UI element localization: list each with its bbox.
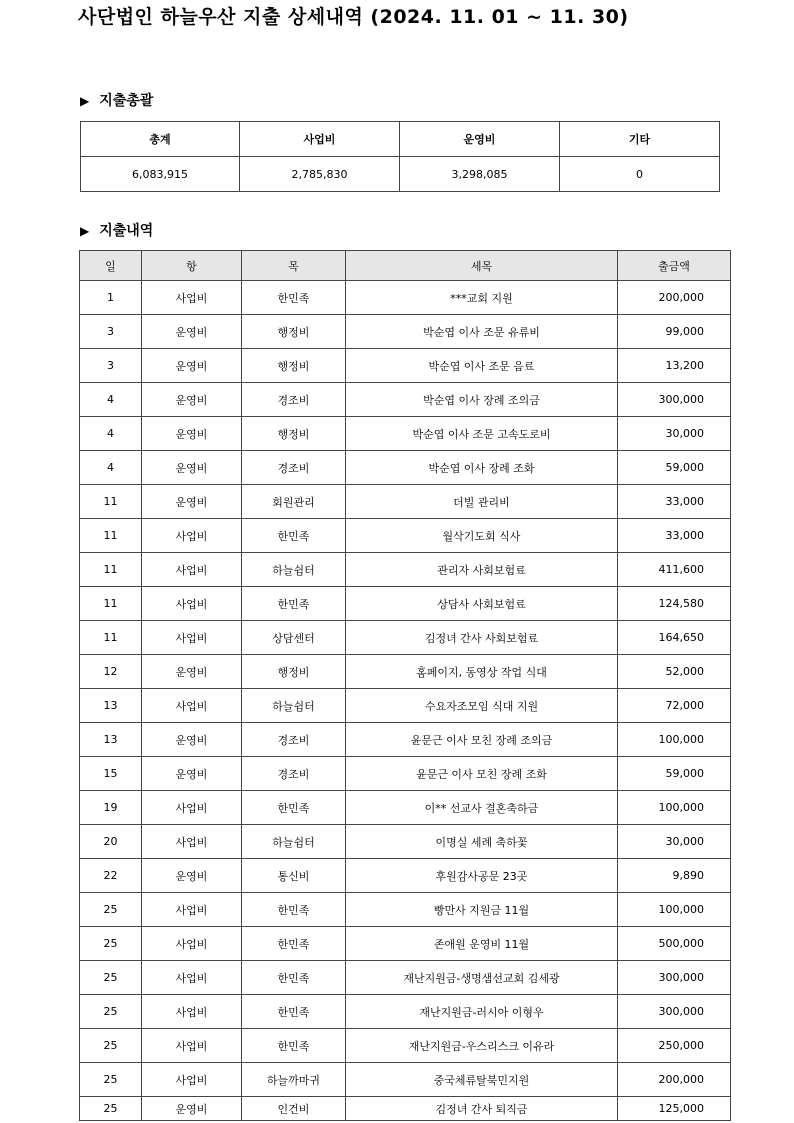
table-row [80, 689, 731, 723]
cell-description: 관리자 사회보험료 [346, 553, 618, 587]
cell-item: 경조비 [242, 723, 346, 757]
header-item: 목 [242, 251, 346, 281]
detail-header-row [80, 251, 731, 281]
header-description: 세목 [346, 251, 618, 281]
summary-value-other: 0 [560, 157, 720, 192]
summary-value-operating: 3,298,085 [400, 157, 560, 192]
table-row [80, 995, 731, 1029]
table-row [80, 587, 731, 621]
cell-item: 인건비 [242, 1097, 346, 1121]
table-row [80, 893, 731, 927]
cell-day: 15 [80, 757, 142, 791]
cell-day: 3 [80, 315, 142, 349]
table-row [80, 1029, 731, 1063]
cell-category: 운영비 [142, 723, 242, 757]
cell-category: 사업비 [142, 825, 242, 859]
cell-amount: 9,890 [618, 859, 731, 893]
cell-item: 한민족 [242, 281, 346, 315]
table-row [80, 655, 731, 689]
cell-amount: 200,000 [618, 281, 731, 315]
cell-category: 사업비 [142, 961, 242, 995]
summary-value-total: 6,083,915 [81, 157, 240, 192]
cell-category: 운영비 [142, 1097, 242, 1121]
cell-amount: 100,000 [618, 791, 731, 825]
summary-header-project: 사업비 [240, 122, 400, 157]
cell-description: 더빌 관리비 [346, 485, 618, 519]
summary-header-other: 기타 [560, 122, 720, 157]
cell-day: 25 [80, 1097, 142, 1121]
header-category: 항 [142, 251, 242, 281]
cell-category: 운영비 [142, 757, 242, 791]
cell-category: 운영비 [142, 485, 242, 519]
detail-table [79, 250, 731, 1121]
cell-description: 중국체류탈북민지원 [346, 1063, 618, 1097]
cell-day: 1 [80, 281, 142, 315]
table-row [80, 383, 731, 417]
summary-value-project: 2,785,830 [240, 157, 400, 192]
cell-category: 사업비 [142, 519, 242, 553]
cell-item: 행정비 [242, 349, 346, 383]
cell-category: 운영비 [142, 417, 242, 451]
table-row [80, 757, 731, 791]
cell-item: 한민족 [242, 587, 346, 621]
cell-amount: 100,000 [618, 893, 731, 927]
table-row [80, 281, 731, 315]
table-row [80, 927, 731, 961]
cell-amount: 33,000 [618, 519, 731, 553]
cell-day: 13 [80, 723, 142, 757]
cell-day: 25 [80, 1029, 142, 1063]
cell-day: 20 [80, 825, 142, 859]
triangle-bullet-icon: ▶ [80, 94, 90, 108]
cell-day: 25 [80, 893, 142, 927]
cell-day: 25 [80, 927, 142, 961]
header-day: 일 [80, 251, 142, 281]
cell-item: 한민족 [242, 519, 346, 553]
cell-description: 빵만사 지원금 11월 [346, 893, 618, 927]
cell-description: 재난지원금-러시아 이형우 [346, 995, 618, 1029]
table-row [80, 315, 731, 349]
summary-value-row [81, 157, 720, 192]
cell-category: 운영비 [142, 315, 242, 349]
cell-description: 박순엽 이사 조문 음료 [346, 349, 618, 383]
cell-amount: 30,000 [618, 825, 731, 859]
cell-description: 박순엽 이사 장례 조화 [346, 451, 618, 485]
cell-item: 행정비 [242, 655, 346, 689]
cell-item: 상담센터 [242, 621, 346, 655]
cell-amount: 59,000 [618, 757, 731, 791]
table-row [80, 349, 731, 383]
page-title: 사단법인 하늘우산 지출 상세내역 (2024. 11. 01 ~ 11. 30) [78, 6, 629, 28]
summary-section-heading [80, 90, 153, 110]
table-row [80, 859, 731, 893]
cell-description: 후원감사공문 23곳 [346, 859, 618, 893]
summary-header-total: 총계 [81, 122, 240, 157]
cell-item: 한민족 [242, 995, 346, 1029]
cell-category: 운영비 [142, 349, 242, 383]
cell-amount: 99,000 [618, 315, 731, 349]
cell-category: 사업비 [142, 587, 242, 621]
table-row [80, 1063, 731, 1097]
cell-amount: 100,000 [618, 723, 731, 757]
cell-description: 재난지원금-생명샘선교회 김세광 [346, 961, 618, 995]
cell-amount: 300,000 [618, 961, 731, 995]
table-row [80, 621, 731, 655]
cell-amount: 13,200 [618, 349, 731, 383]
cell-description: 이** 선교사 결혼축하금 [346, 791, 618, 825]
cell-item: 한민족 [242, 893, 346, 927]
cell-item: 한민족 [242, 1029, 346, 1063]
summary-section-label: 지출총괄 [99, 93, 154, 109]
cell-day: 11 [80, 553, 142, 587]
cell-amount: 30,000 [618, 417, 731, 451]
cell-item: 행정비 [242, 315, 346, 349]
cell-amount: 33,000 [618, 485, 731, 519]
cell-description: 이명실 세례 축하꽃 [346, 825, 618, 859]
cell-item: 하늘까마귀 [242, 1063, 346, 1097]
cell-description: 홈페이지, 동영상 작업 식대 [346, 655, 618, 689]
cell-category: 사업비 [142, 927, 242, 961]
cell-description: 박순엽 이사 조문 고속도로비 [346, 417, 618, 451]
cell-category: 운영비 [142, 383, 242, 417]
summary-header-row [81, 122, 720, 157]
cell-category: 사업비 [142, 553, 242, 587]
detail-section-heading [80, 220, 153, 240]
table-row [80, 417, 731, 451]
cell-amount: 125,000 [618, 1097, 731, 1121]
cell-day: 11 [80, 485, 142, 519]
cell-item: 통신비 [242, 859, 346, 893]
cell-description: ***교회 지원 [346, 281, 618, 315]
cell-description: 월삭기도회 식사 [346, 519, 618, 553]
cell-description: 윤문근 이사 모친 장례 조의금 [346, 723, 618, 757]
cell-amount: 411,600 [618, 553, 731, 587]
cell-description: 재난지원금-우스리스크 이유라 [346, 1029, 618, 1063]
cell-amount: 52,000 [618, 655, 731, 689]
cell-item: 한민족 [242, 791, 346, 825]
table-row [80, 791, 731, 825]
cell-category: 사업비 [142, 1063, 242, 1097]
cell-item: 한민족 [242, 927, 346, 961]
cell-day: 11 [80, 519, 142, 553]
cell-item: 하늘쉼터 [242, 553, 346, 587]
cell-item: 하늘쉼터 [242, 825, 346, 859]
cell-description: 상담사 사회보험료 [346, 587, 618, 621]
cell-day: 22 [80, 859, 142, 893]
cell-day: 25 [80, 961, 142, 995]
cell-day: 12 [80, 655, 142, 689]
cell-day: 4 [80, 451, 142, 485]
table-row [80, 961, 731, 995]
table-row [80, 1097, 731, 1121]
cell-description: 존애원 운영비 11월 [346, 927, 618, 961]
cell-amount: 300,000 [618, 383, 731, 417]
cell-item: 경조비 [242, 383, 346, 417]
cell-amount: 200,000 [618, 1063, 731, 1097]
cell-item: 경조비 [242, 757, 346, 791]
cell-category: 사업비 [142, 893, 242, 927]
cell-category: 사업비 [142, 995, 242, 1029]
table-row [80, 485, 731, 519]
cell-category: 운영비 [142, 655, 242, 689]
cell-day: 4 [80, 417, 142, 451]
cell-category: 사업비 [142, 621, 242, 655]
table-row [80, 723, 731, 757]
table-row [80, 451, 731, 485]
cell-amount: 124,580 [618, 587, 731, 621]
cell-description: 김정녀 간사 사회보험료 [346, 621, 618, 655]
triangle-bullet-icon: ▶ [80, 224, 90, 238]
cell-day: 11 [80, 621, 142, 655]
cell-description: 수요자조모임 식대 지원 [346, 689, 618, 723]
cell-day: 4 [80, 383, 142, 417]
cell-description: 박순엽 이사 장례 조의금 [346, 383, 618, 417]
cell-category: 운영비 [142, 859, 242, 893]
header-amount: 출금액 [618, 251, 731, 281]
cell-category: 사업비 [142, 689, 242, 723]
cell-amount: 164,650 [618, 621, 731, 655]
table-row [80, 553, 731, 587]
cell-amount: 72,000 [618, 689, 731, 723]
cell-item: 회원관리 [242, 485, 346, 519]
cell-amount: 300,000 [618, 995, 731, 1029]
cell-amount: 500,000 [618, 927, 731, 961]
cell-amount: 59,000 [618, 451, 731, 485]
cell-day: 25 [80, 1063, 142, 1097]
table-row [80, 519, 731, 553]
cell-item: 행정비 [242, 417, 346, 451]
cell-category: 사업비 [142, 1029, 242, 1063]
cell-day: 25 [80, 995, 142, 1029]
cell-day: 19 [80, 791, 142, 825]
cell-day: 3 [80, 349, 142, 383]
cell-description: 김정녀 간사 퇴직금 [346, 1097, 618, 1121]
cell-category: 사업비 [142, 791, 242, 825]
cell-description: 박순엽 이사 조문 유류비 [346, 315, 618, 349]
cell-category: 운영비 [142, 451, 242, 485]
summary-table [80, 121, 720, 192]
cell-item: 한민족 [242, 961, 346, 995]
summary-header-operating: 운영비 [400, 122, 560, 157]
cell-amount: 250,000 [618, 1029, 731, 1063]
table-row [80, 825, 731, 859]
cell-day: 11 [80, 587, 142, 621]
cell-item: 하늘쉼터 [242, 689, 346, 723]
cell-item: 경조비 [242, 451, 346, 485]
detail-section-label: 지출내역 [99, 223, 154, 239]
cell-day: 13 [80, 689, 142, 723]
cell-description: 윤문근 이사 모친 장례 조화 [346, 757, 618, 791]
cell-category: 사업비 [142, 281, 242, 315]
